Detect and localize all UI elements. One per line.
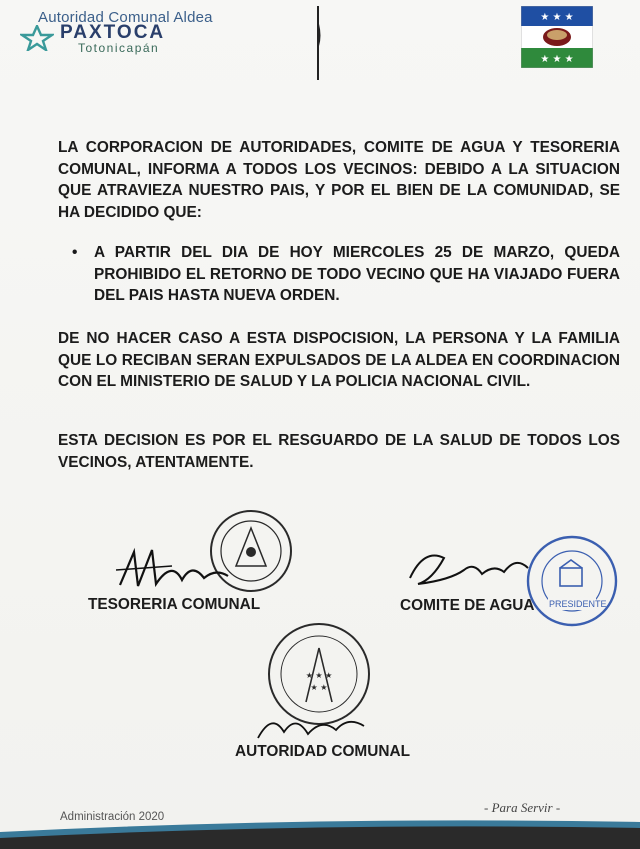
paragraph-warning: DE NO HACER CASO A ESTA DISPOCISION, LA PERSONA Y LA FAMILIA QUE LO RECIBAN SERAN EXPULSADOS DE LA ALDEA EN COORDINACION CON EL MINISTERIO DE SALUD Y LA POLICIA NACIONAL CIVIL.	[58, 330, 620, 390]
org-place: Totonicapán	[78, 41, 160, 55]
comite-seal-role: PRESIDENTE	[549, 599, 607, 609]
comite-label: COMITE DE AGUA	[400, 597, 535, 614]
svg-text:★ ★ ★: ★ ★ ★	[305, 671, 333, 680]
svg-text:★ ★ ★: ★ ★ ★	[540, 54, 574, 65]
tesoreria-signature	[112, 540, 232, 600]
autoridad-label: AUTORIDAD COMUNAL	[235, 743, 410, 760]
header-divider	[315, 6, 321, 80]
svg-text:★ ★: ★ ★	[310, 683, 328, 692]
list-item	[72, 242, 620, 307]
org-name: PAXTOCA	[60, 22, 166, 43]
comite-signature	[404, 540, 534, 596]
org-line: Autoridad Comunal Aldea	[38, 9, 213, 26]
autoridad-signature	[252, 708, 372, 748]
motto: - Para Servir -	[484, 800, 561, 815]
paragraph-intro: LA CORPORACION DE AUTORIDADES, COMITE DE AGUA Y TESORERIA COMUNAL, INFORMA A TODOS LOS VECINOS: DEBIDO A LA SITUACION QUE ATRAVIEZA NUESTRO PAIS, Y POR EL BIEN DE LA COMUNIDAD, SE HA DECIDIDO QUE:	[58, 139, 620, 221]
list-item-text: A PARTIR DEL DIA DE HOY MIERCOLES 25 DE MARZO, QUEDA PROHIBIDO EL RETORNO DE TODO VECINO QUE HA VIAJADO FUERA DEL PAIS HASTA NUEVA ORDEN.	[94, 244, 620, 304]
svg-text:★ ★ ★: ★ ★ ★	[540, 12, 574, 23]
community-flag-icon	[521, 6, 593, 68]
bullet: •	[72, 244, 78, 261]
admin-year: Administración 2020	[60, 811, 165, 823]
comite-seal	[520, 534, 624, 628]
paragraph-closing: ESTA DECISION ES POR EL RESGUARDO DE LA SALUD DE TODOS LOS VECINOS, ATENTAMENTE.	[58, 432, 620, 471]
decision-list	[72, 242, 620, 307]
tesoreria-label: TESORERIA COMUNAL	[88, 596, 261, 613]
star-logo-icon	[20, 25, 54, 51]
